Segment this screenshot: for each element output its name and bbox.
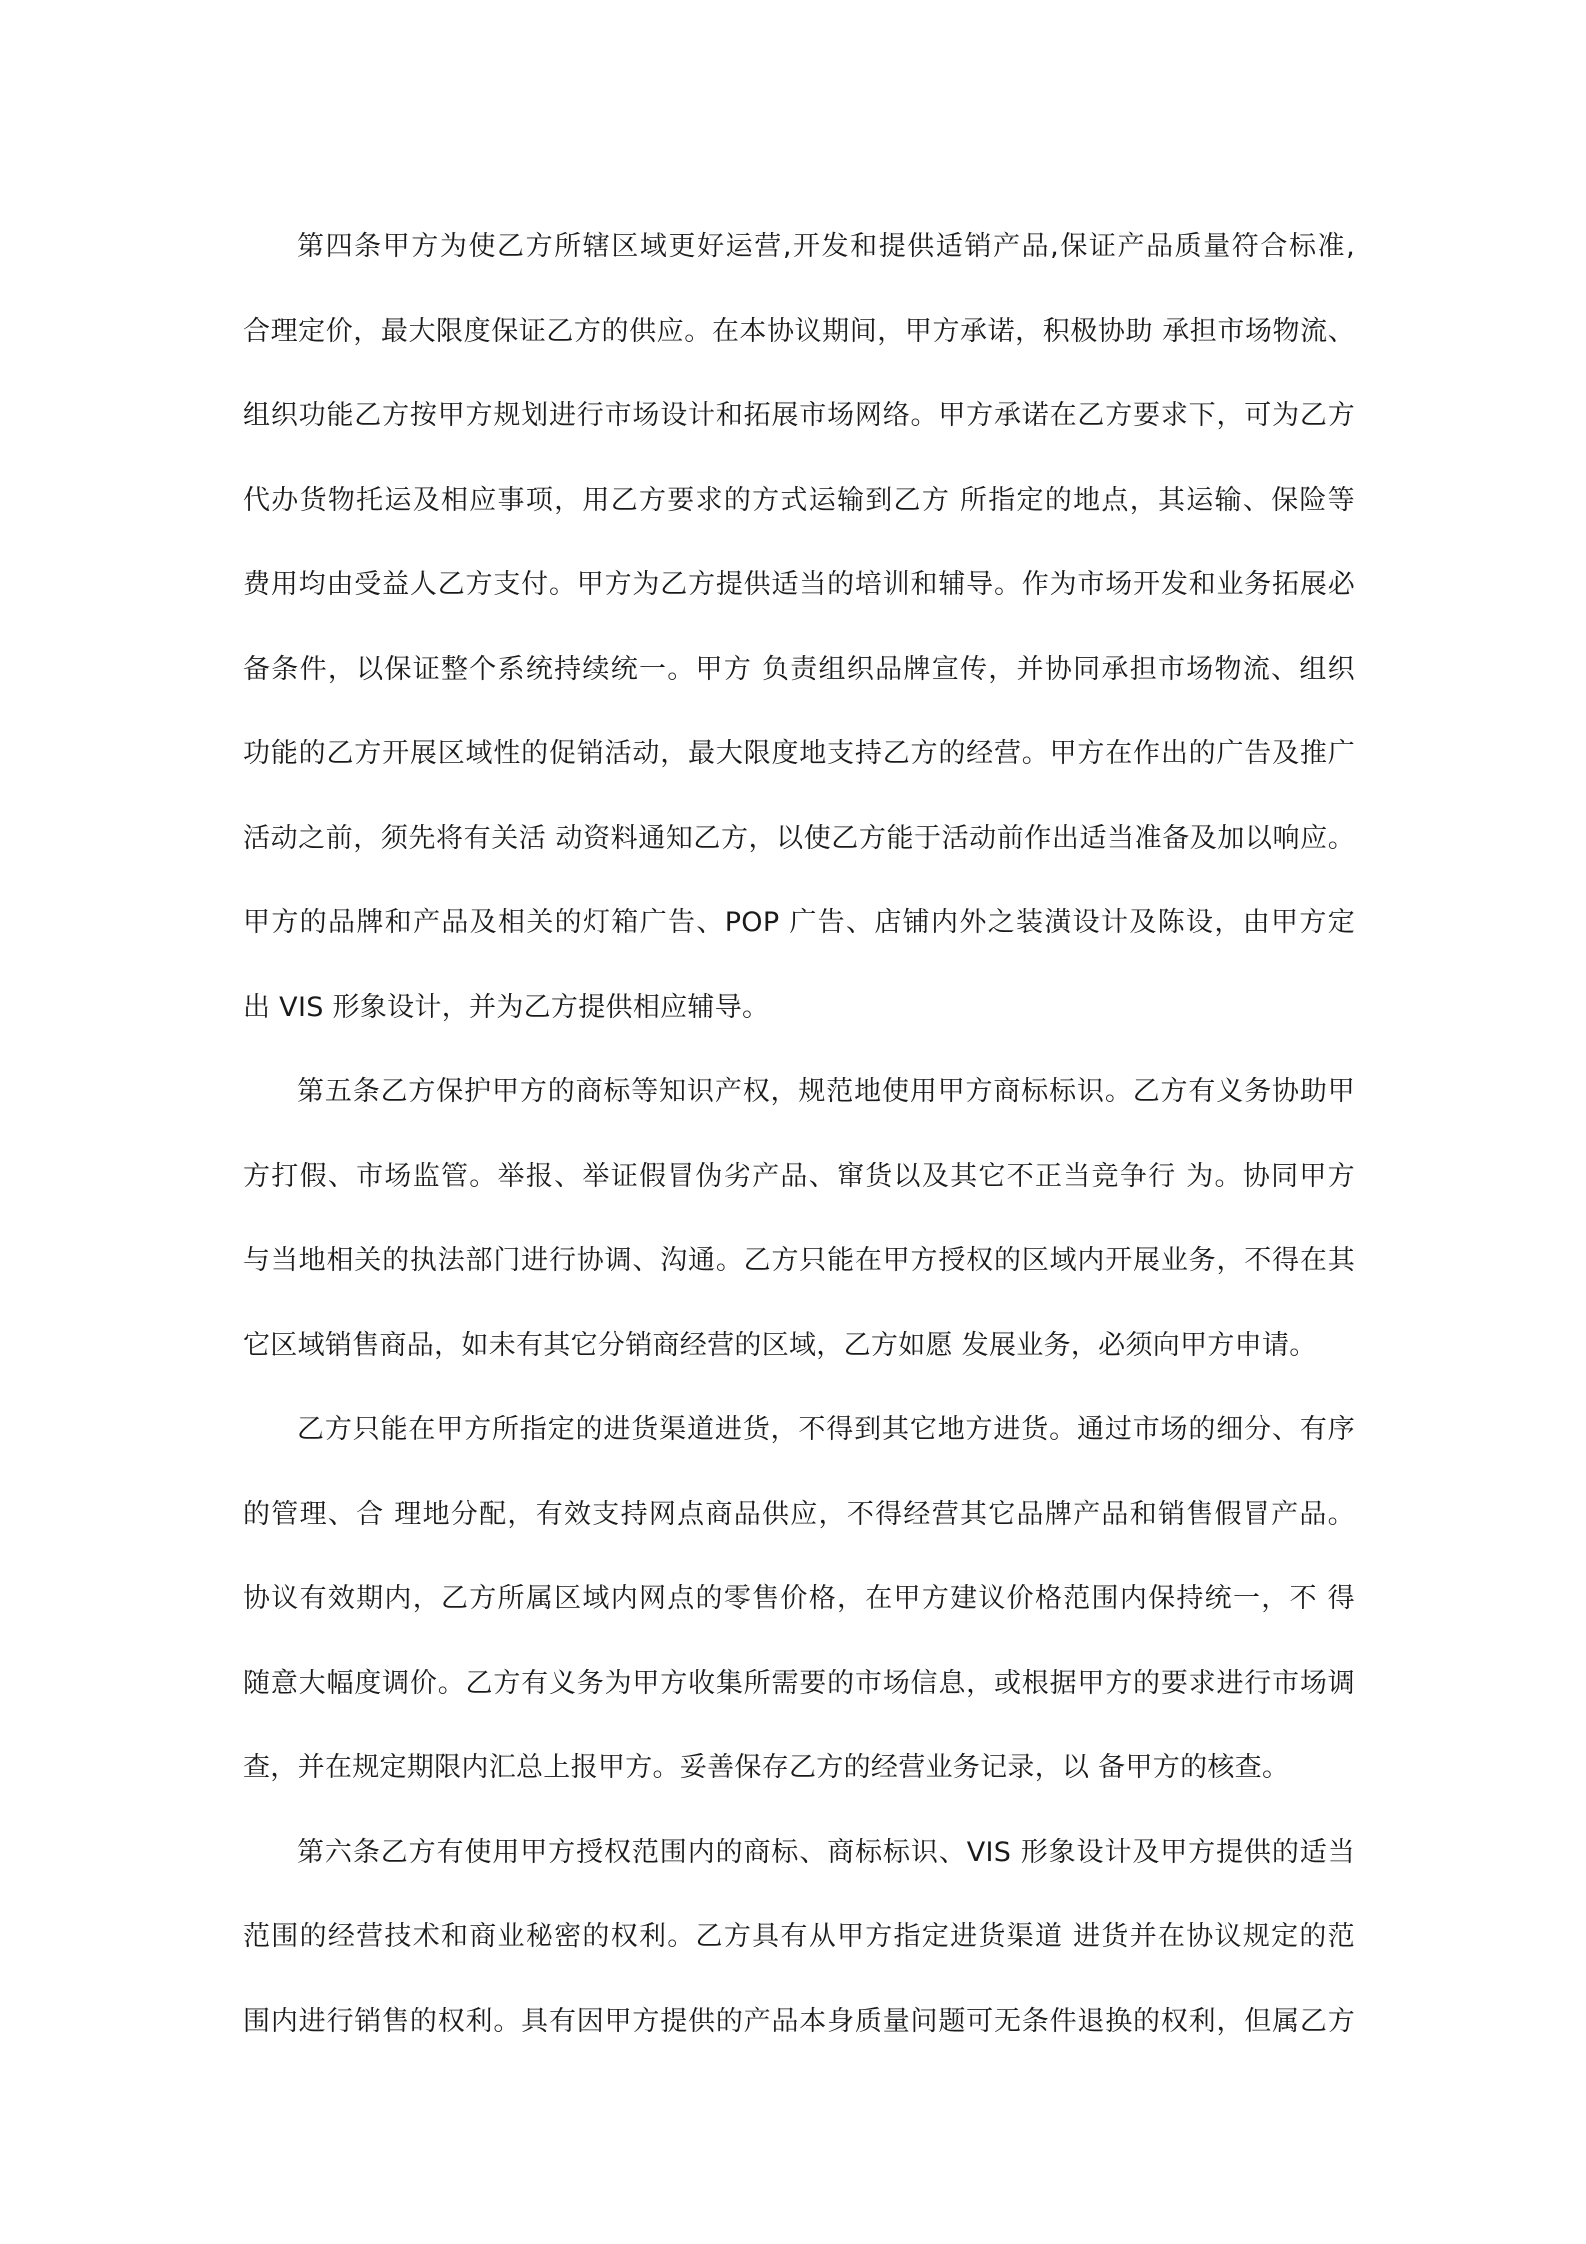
paragraph-4-line-1: 第六条乙方有使用甲方授权范围内的商标、商标标识、VIS 形象设计及甲方提供的适当 bbox=[297, 1836, 1355, 1868]
paragraph-2-line-2: 方打假、市场监管。举报、举证假冒伪劣产品、窜货以及其它不正当竞争行 为。协同甲方 bbox=[243, 1160, 1355, 1192]
paragraph-3-line-2: 的管理、合 理地分配，有效支持网点商品供应，不得经营其它品牌产品和销售假冒产品。 bbox=[243, 1498, 1355, 1530]
paragraph-2-line-1: 第五条乙方保护甲方的商标等知识产权，规范地使用甲方商标标识。乙方有义务协助甲 bbox=[297, 1076, 1355, 1107]
paragraph-1-line-6: 备条件，以保证整个系统持续统一。甲方 负责组织品牌宣传，并协同承担市场物流、组织 bbox=[243, 653, 1355, 685]
paragraph-1-line-8: 活动之前，须先将有关活 动资料通知乙方，以使乙方能于活动前作出适当准备及加以响应。 bbox=[243, 822, 1355, 854]
paragraph-3-line-4: 随意大幅度调价。乙方有义务为甲方收集所需要的市场信息，或根据甲方的要求进行市场调 bbox=[243, 1667, 1355, 1699]
paragraph-1-line-7: 功能的乙方开展区域性的促销活动，最大限度地支持乙方的经营。甲方在作出的广告及推广 bbox=[243, 738, 1355, 769]
paragraph-3-line-5: 查，并在规定期限内汇总上报甲方。妥善保存乙方的经营业务记录，以 备甲方的核查。 bbox=[243, 1752, 1290, 1783]
paragraph-4-line-2: 范围的经营技术和商业秘密的权利。乙方具有从甲方指定进货渠道 进货并在协议规定的范 bbox=[243, 1921, 1355, 1952]
paragraph-1-line-3: 组织功能乙方按甲方规划进行市场设计和拓展市场网络。甲方承诺在乙方要求下，可为乙方 bbox=[243, 400, 1355, 431]
paragraph-1-line-10: 出 VIS 形象设计，并为乙方提供相应辅导。 bbox=[243, 991, 770, 1023]
document-body bbox=[243, 205, 1355, 2064]
paragraph-4-line-3: 围内进行销售的权利。具有因甲方提供的产品本身质量问题可无条件退换的权利，但属乙方 bbox=[243, 2005, 1355, 2037]
paragraph-1-line-1: 第四条甲方为使乙方所辖区域更好运营,开发和提供适销产品,保证产品质量符合标准, bbox=[297, 231, 1355, 262]
paragraph-3-line-1: 乙方只能在甲方所指定的进货渠道进货，不得到其它地方进货。通过市场的细分、有序 bbox=[297, 1414, 1355, 1445]
paragraph-1-line-4: 代办货物托运及相应事项，用乙方要求的方式运输到乙方 所指定的地点，其运输、保险等 bbox=[243, 484, 1355, 516]
paragraph-1-line-2: 合理定价，最大限度保证乙方的供应。在本协议期间，甲方承诺，积极协助 承担市场物流、 bbox=[243, 315, 1355, 347]
paragraph-3-line-3: 协议有效期内，乙方所属区域内网点的零售价格，在甲方建议价格范围内保持统一，不 得 bbox=[243, 1583, 1355, 1614]
paragraph-1-line-5: 费用均由受益人乙方支付。甲方为乙方提供适当的培训和辅导。作为市场开发和业务拓展必 bbox=[243, 569, 1355, 600]
paragraph-2-line-4: 它区域销售商品，如未有其它分销商经营的区域，乙方如愿 发展业务，必须向甲方申请。 bbox=[243, 1329, 1317, 1361]
paragraph-2-line-3: 与当地相关的执法部门进行协调、沟通。乙方只能在甲方授权的区域内开展业务，不得在其 bbox=[243, 1245, 1355, 1276]
paragraph-1-line-9: 甲方的品牌和产品及相关的灯箱广告、POP 广告、店铺内外之装潢设计及陈设，由甲方定 bbox=[243, 907, 1355, 938]
